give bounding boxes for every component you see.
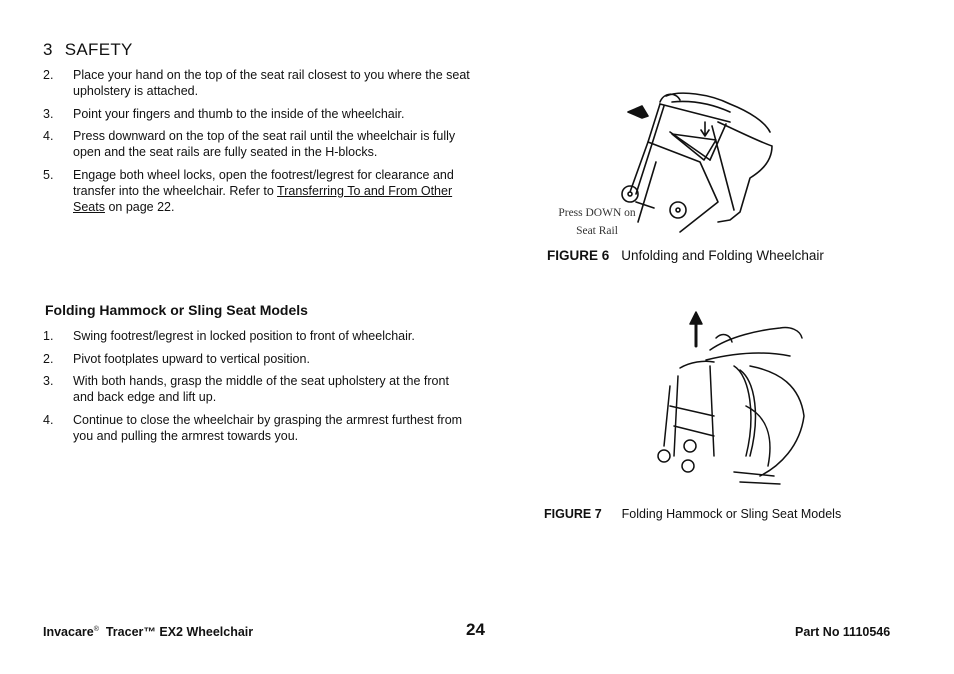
- step-number: 3.: [43, 374, 54, 388]
- footer-brand: Invacare: [43, 625, 94, 639]
- figure6-caption: [547, 248, 824, 263]
- step-text-after: on page 22.: [104, 200, 175, 214]
- step-text: Point your fingers and thumb to the inside of the wheelchair.: [73, 107, 405, 121]
- step-text: Press downward on the top of the seat rail until the wheelchair is fully open and the seat rails are fully seated in the H-blocks.: [73, 129, 456, 159]
- transferring-link[interactable]: Transferring To and From Other Seats: [73, 184, 453, 214]
- folding-heading: Folding Hammock or Sling Seat Models: [45, 302, 308, 318]
- step-text: Swing footrest/legrest in locked position to front of wheelchair.: [73, 329, 415, 343]
- callout-line2: Seat Rail: [576, 225, 618, 237]
- footer-product-name: Tracer™ EX2 Wheelchair: [105, 625, 254, 639]
- footer-product: [43, 625, 253, 639]
- step-text: With both hands, grasp the middle of the seat upholstery at the front and back edge and lift up.: [73, 374, 449, 404]
- figure6-caption-text: Unfolding and Folding Wheelchair: [621, 248, 824, 263]
- step-number: 4.: [43, 129, 54, 143]
- step-number: 3.: [43, 107, 54, 121]
- step-item: [43, 106, 473, 122]
- step-number: 2.: [43, 352, 54, 366]
- step-number: 4.: [43, 413, 54, 427]
- step-text: [73, 167, 473, 215]
- figure7-caption: [544, 507, 841, 521]
- figure7-label: FIGURE 7: [544, 507, 602, 521]
- figure6-label: FIGURE 6: [547, 248, 610, 263]
- step-item: [43, 412, 473, 444]
- step-text-before: Engage both wheel locks, open the footrest/legrest for clearance and transfer into the wheelchair. Refer to: [73, 168, 454, 198]
- step-text: Continue to close the wheelchair by grasping the armrest furthest from you and pulling the armrest towards you.: [73, 413, 463, 443]
- step-item: [43, 328, 473, 344]
- step-text: Pivot footplates upward to vertical position.: [73, 352, 310, 366]
- part-number: Part No 1110546: [795, 625, 891, 639]
- step-item: [43, 167, 473, 215]
- page-number: 24: [466, 620, 485, 639]
- figure7-illustration: [650, 306, 805, 496]
- step-number: 5.: [43, 168, 54, 182]
- figure6-callout: [541, 204, 653, 240]
- registered-mark: ®: [93, 625, 99, 633]
- figure7-caption-text: Folding Hammock or Sling Seat Models: [621, 507, 842, 521]
- step-item: [43, 351, 473, 367]
- section-heading: [43, 40, 133, 60]
- step-item: [43, 67, 473, 99]
- step-item: [43, 128, 473, 160]
- step-item: [43, 373, 473, 405]
- callout-line1: Press DOWN on: [558, 207, 636, 219]
- section-number: 3: [43, 40, 53, 59]
- step-number: 1.: [43, 329, 54, 343]
- section-title: SAFETY: [64, 40, 133, 59]
- step-number: 2.: [43, 68, 54, 82]
- step-text: Place your hand on the top of the seat rail closest to you where the seat upholstery is attached.: [73, 68, 470, 98]
